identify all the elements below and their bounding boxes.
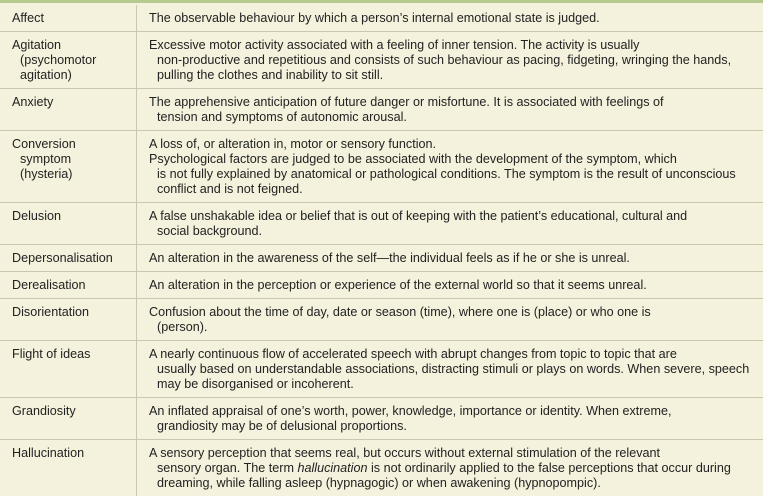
table-row [0, 341, 763, 398]
table-row [0, 131, 763, 203]
definition-text: An alteration in the perception or experience of the external world so that it seems unreal. [149, 278, 647, 292]
definition-cell [137, 299, 763, 340]
table-row [0, 272, 763, 299]
table-row [0, 5, 763, 32]
definition-text: A sensory perception that seems real, but occurs without external stimulation of the relevant [149, 446, 661, 460]
term-cell [0, 398, 137, 439]
table-row [0, 89, 763, 131]
term-label: Anxiety [12, 95, 54, 109]
definition-text: A false unshakable idea or belief that is out of keeping with the patient’s educational, cultural and [149, 209, 688, 223]
table-row [0, 203, 763, 245]
table-row [0, 398, 763, 440]
top-rule [0, 0, 763, 3]
term-label: Grandiosity [12, 404, 76, 418]
term-label: Disorientation [12, 305, 90, 319]
definition-text-part: is not ordinarily applied to the false perceptions that occur during dreaming, while falling asleep (hypnagogic) or when awakening (hypnopompic). [157, 461, 731, 490]
definition-text: An alteration in the awareness of the self—the individual feels as if he or she is unreal. [149, 251, 630, 265]
term-cell [0, 272, 137, 298]
table-row [0, 440, 763, 496]
definition-cell [137, 203, 763, 244]
definition-text-cont: tension and symptoms of autonomic arousal. [157, 110, 407, 124]
definition-text-cont: non-productive and repetitious and consists of such behaviour as pacing, fidgeting, wringing the hands, pulling the clothes and inability to sit still. [157, 53, 732, 82]
term-label-sub: agitation) [20, 68, 72, 82]
definition-term-italic: hallucination [297, 461, 368, 475]
term-cell [0, 131, 137, 202]
table-row [0, 299, 763, 341]
definition-text-cont [149, 461, 757, 491]
definition-text: A loss of, or alteration in, motor or sensory function. [149, 137, 436, 151]
term-cell [0, 5, 137, 31]
definition-cell [137, 398, 763, 439]
definition-cell [137, 272, 763, 298]
definition-text: Psychological factors are judged to be associated with the development of the symptom, which [149, 152, 677, 166]
table-row [0, 32, 763, 89]
definition-cell [137, 440, 763, 496]
definition-text: A nearly continuous flow of accelerated speech with abrupt changes from topic to topic that are [149, 347, 677, 361]
definition-text-cont: social background. [157, 224, 263, 238]
term-cell [0, 245, 137, 271]
term-label: Derealisation [12, 278, 86, 292]
term-label: Flight of ideas [12, 347, 91, 361]
table-row [0, 245, 763, 272]
definition-cell [137, 32, 763, 88]
definition-cell [137, 341, 763, 397]
term-cell [0, 341, 137, 397]
definition-cell [137, 245, 763, 271]
definition-text-cont: usually based on understandable associations, distracting stimuli or plays on words. When severe, speech may be disorganised or incoherent. [157, 362, 750, 391]
term-label-sub: symptom [20, 152, 72, 166]
term-label: Depersonalisation [12, 251, 113, 265]
definition-text: Confusion about the time of day, date or season (time), where one is (place) or who one is [149, 305, 651, 319]
term-label: Delusion [12, 209, 62, 223]
definition-text: An inflated appraisal of one’s worth, power, knowledge, importance or identity. When extreme, [149, 404, 672, 418]
definition-cell [137, 131, 763, 202]
term-label: Hallucination [12, 446, 85, 460]
term-label: Conversion [12, 137, 76, 151]
term-label: Affect [12, 11, 44, 25]
term-cell [0, 203, 137, 244]
term-label-sub: (hysteria) [20, 167, 73, 181]
term-cell [0, 440, 137, 496]
definition-cell [137, 89, 763, 130]
definition-text: The observable behaviour by which a person’s internal emotional state is judged. [149, 11, 600, 25]
term-cell [0, 89, 137, 130]
definition-cell [137, 5, 763, 31]
definition-text: Excessive motor activity associated with a feeling of inner tension. The activity is usually [149, 38, 640, 52]
term-label-sub: (psychomotor [20, 53, 97, 67]
definition-text: The apprehensive anticipation of future danger or misfortune. It is associated with feelings of [149, 95, 664, 109]
term-cell [0, 299, 137, 340]
term-cell [0, 32, 137, 88]
term-label: Agitation [12, 38, 62, 52]
definition-text-cont: is not fully explained by anatomical or pathological conditions. The symptom is the result of unconscious conflict and is not feigned. [157, 167, 736, 196]
definition-text-cont: grandiosity may be of delusional proportions. [157, 419, 407, 433]
definition-text-cont: (person). [157, 320, 208, 334]
definition-text-part: sensory organ. The term [157, 461, 298, 475]
